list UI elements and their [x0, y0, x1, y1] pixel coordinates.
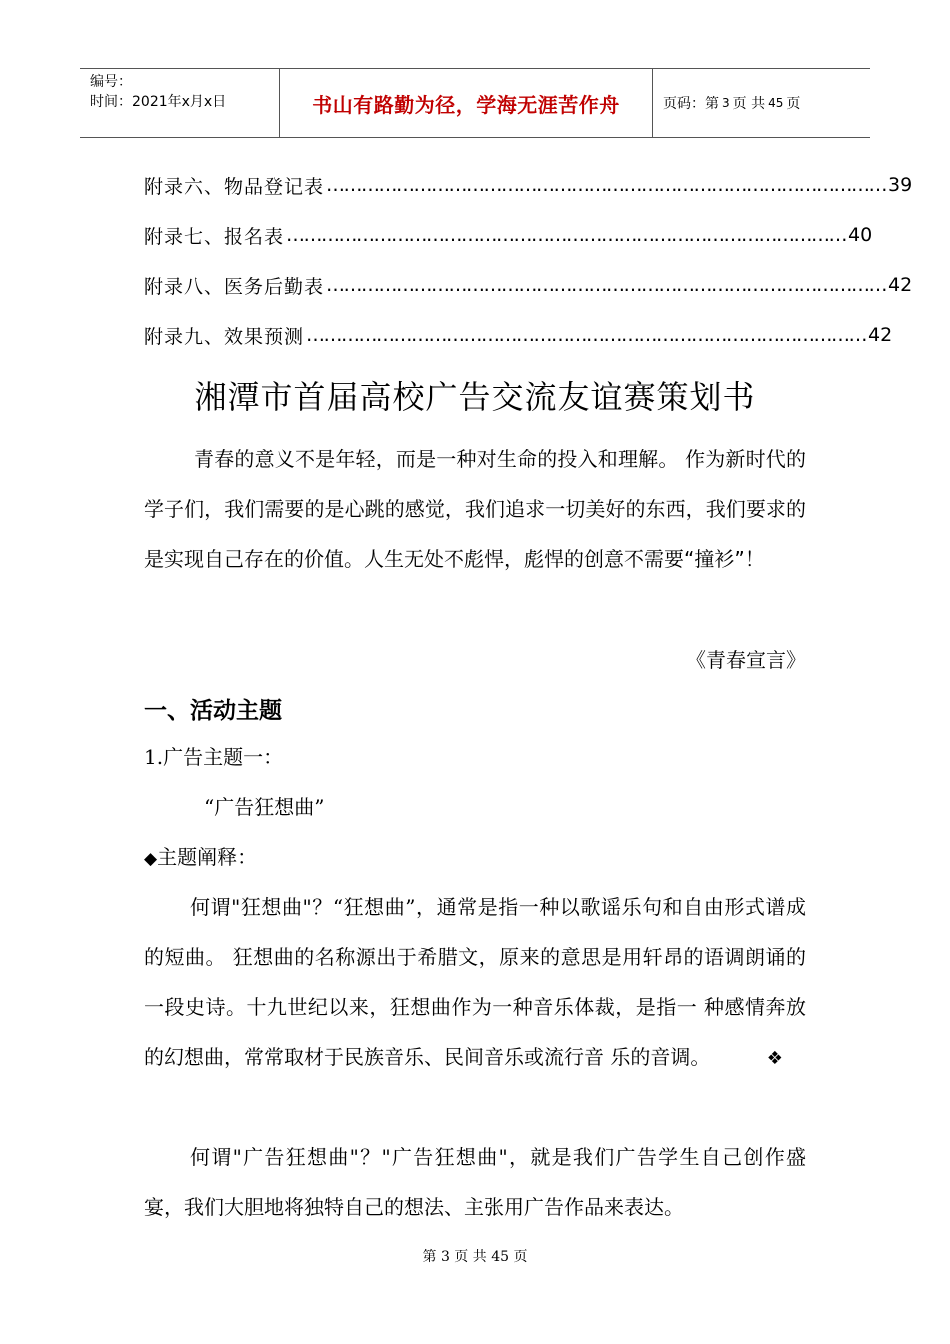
page-suffix: 页 [786, 96, 801, 112]
toc-leader-dots: …………………………………………………………………………………… [306, 324, 867, 346]
toc-item-label: 附录九、效果预测 [144, 325, 305, 348]
explain-label: 主题阐释： [157, 845, 258, 869]
toc-leader-dots: …………………………………………………………………………………… [286, 224, 847, 246]
toc-leader-dots: …………………………………………………………………………………… [326, 174, 887, 196]
page-prefix: 页码：第 [663, 96, 719, 112]
header-meta [80, 69, 280, 137]
diamond-bullet-icon: ◆ [144, 849, 158, 869]
explain-heading [144, 832, 806, 884]
document-title: 湘潭市首届高校广告交流友谊赛策划书 [194, 378, 756, 416]
section-heading: 一、活动主题 [144, 698, 282, 724]
toc-item[interactable] [144, 260, 913, 310]
toc-item-label: 附录八、医务后勤表 [144, 275, 325, 298]
theme-name: “广告狂想曲” [204, 795, 325, 819]
page-current: 3 [722, 96, 730, 110]
toc-item-page: 42 [888, 274, 913, 296]
ornament-icon: ❖ [766, 1048, 783, 1069]
toc-item-page: 40 [848, 224, 873, 246]
page-header [80, 68, 870, 138]
toc-item-label: 附录七、报名表 [144, 225, 285, 248]
header-page-info [653, 69, 870, 137]
toc-item[interactable] [144, 210, 873, 260]
page-footer: 第 3 页 共 45 页 [422, 1249, 528, 1265]
quote-source: 《青春宣言》 [686, 648, 806, 672]
page-mid: 页 共 [732, 96, 766, 112]
serial-label: 编号： [90, 74, 132, 90]
header-motto: 书山有路勤为径，学海无涯苦作舟 [280, 69, 653, 137]
toc-item-page: 42 [868, 324, 893, 346]
explain-paragraph-2: 何谓"广告狂想曲"？"广告狂想曲"，就是我们广告学生自己创作盛宴，我们大胆地将独特自己的想法、主张用广告作品来表达。 [144, 1145, 806, 1219]
intro-paragraph: 青春的意义不是年轻，而是一种对生命的投入和理解。 作为新时代的学子们，我们需要的是心跳的感觉，我们追求一切美好的东西，我们要求的是实现自己存在的价值。人生无处不彪悍，彪悍的创意不需要“撞衫”！ [144, 447, 806, 571]
toc-leader-dots: …………………………………………………………………………………… [326, 274, 887, 296]
toc-item[interactable] [144, 160, 913, 210]
page-total: 45 [768, 96, 784, 110]
time-label: 时间：2021年x月x日 [90, 94, 227, 110]
explain-paragraph-1-text: 何谓"狂想曲"？“狂想曲”，通常是指一种以歌谣乐句和自由形式谱成的短曲。 狂想曲的名称源出于希腊文，原来的意思是用轩昂的语调朗诵的一段史诗。十九世纪以来，狂想曲作为一种音乐体裁，是指一 种感情奔放的幻想曲，常常取材于民族音乐、民间音乐或流行音 乐的音调。 [144, 895, 806, 1069]
toc-item-label: 附录六、物品登记表 [144, 175, 325, 198]
toc-item-page: 39 [888, 174, 913, 196]
table-of-contents [144, 160, 913, 360]
toc-item[interactable] [144, 310, 893, 360]
explain-paragraph-1 [144, 882, 806, 1084]
theme-label: 1.广告主题一： [144, 745, 284, 769]
